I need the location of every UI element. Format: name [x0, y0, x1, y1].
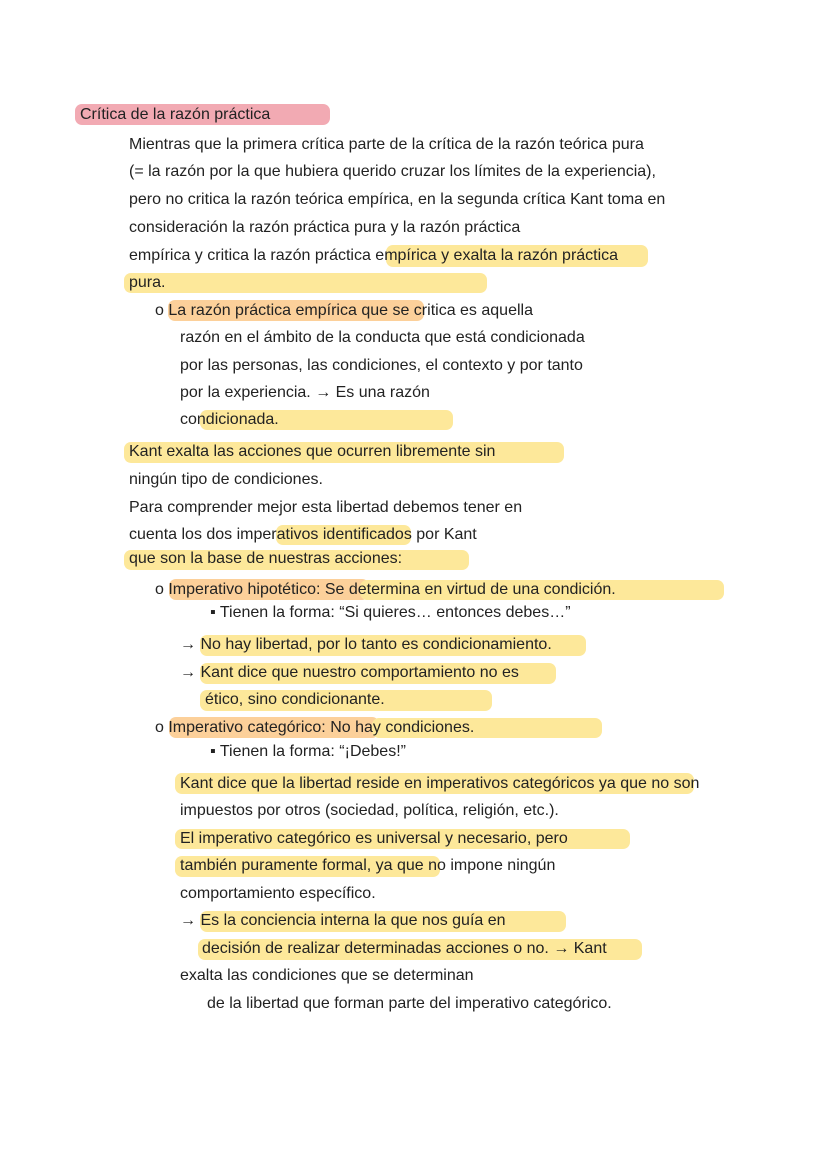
page-title: Crítica de la razón práctica	[80, 106, 271, 123]
arrow-line: → Kant dice que nuestro comportamiento no es	[180, 664, 519, 681]
sub-bullet-line: ▪ Tienen la forma: “Si quieres… entonces debes…”	[210, 604, 571, 621]
text-line: decisión de realizar determinadas acciones o no. → Kant	[202, 940, 607, 957]
text-line: (= la razón por la que hubiera querido cruzar los límites de la experiencia),	[129, 163, 656, 180]
arrow-line: → Es la conciencia interna la que nos guía en	[180, 912, 506, 929]
text-line: por las personas, las condiciones, el contexto y por tanto	[180, 357, 583, 374]
bullet-line: o Imperativo categórico: No hay condiciones.	[155, 719, 475, 736]
text-line: Para comprender mejor esta libertad debemos tener en	[129, 499, 523, 516]
text-line: consideración la razón práctica pura y la razón práctica	[129, 219, 521, 236]
bullet-line: o Imperativo hipotético: Se determina en virtud de una condición.	[155, 581, 616, 598]
text-line: Mientras que la primera crítica parte de la crítica de la razón teórica pura	[129, 136, 644, 153]
text-line: ético, sino condicionante.	[205, 691, 385, 708]
text-line: razón en el ámbito de la conducta que está condicionada	[180, 329, 585, 346]
sub-bullet-line: ▪ Tienen la forma: “¡Debes!”	[210, 743, 406, 760]
text-line: condicionada.	[180, 411, 279, 428]
arrow-line: → No hay libertad, por lo tanto es condicionamiento.	[180, 636, 552, 653]
text-line: pura.	[129, 274, 166, 291]
text-line: comportamiento específico.	[180, 885, 376, 902]
text-line: El imperativo categórico es universal y necesario, pero	[180, 830, 568, 847]
highlight-mark	[124, 273, 487, 293]
text-line: empírica y critica la razón práctica empírica y exalta la razón práctica	[129, 247, 619, 264]
text-line: Kant exalta las acciones que ocurren libremente sin	[129, 443, 496, 460]
text-line: que son la base de nuestras acciones:	[129, 550, 403, 567]
text-line: Kant dice que la libertad reside en imperativos categóricos ya que no son	[180, 775, 700, 792]
text-line: también puramente formal, ya que no impone ningún	[180, 857, 556, 874]
text-line: de la libertad que forman parte del imperativo categórico.	[207, 995, 612, 1012]
bullet-line: o La razón práctica empírica que se critica es aquella	[155, 302, 533, 319]
text-line: pero no critica la razón teórica empírica, en la segunda crítica Kant toma en	[129, 191, 666, 208]
text-line: ningún tipo de condiciones.	[129, 471, 323, 488]
text-line: por la experiencia. → Es una razón	[180, 384, 430, 401]
text-line: cuenta los dos imperativos identificados por Kant	[129, 526, 477, 543]
text-line: impuestos por otros (sociedad, política, religión, etc.).	[180, 802, 559, 819]
text-line: exalta las condiciones que se determinan	[180, 967, 474, 984]
